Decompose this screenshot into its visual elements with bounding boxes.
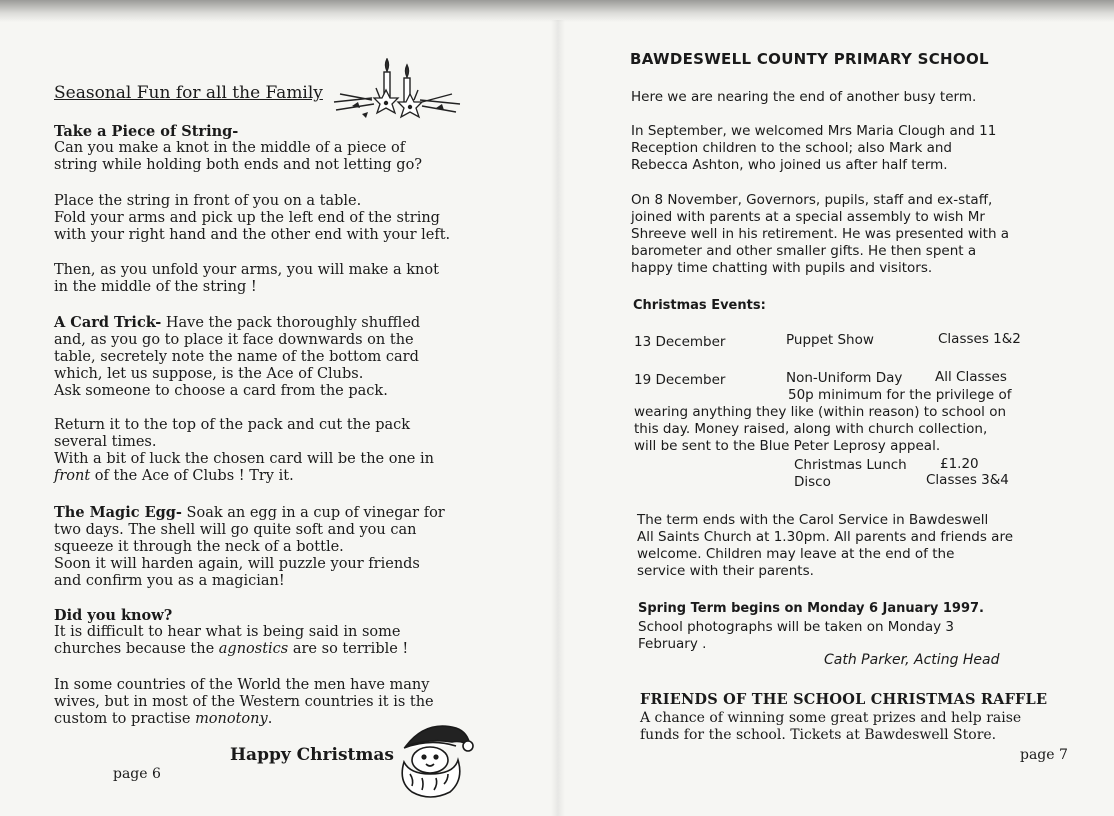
text-line: Fold your arms and pick up the left end of the string (54, 210, 440, 226)
text-line: Ask someone to choose a card from the pack. (54, 383, 388, 399)
text-line: two days. The shell will go quite soft and you can (54, 522, 417, 538)
christmas-events-heading: Christmas Events: (633, 298, 766, 313)
intro-paragraph (631, 89, 1061, 106)
event-classes: Classes 1&2 (938, 331, 1021, 347)
non-uniform-paragraph (634, 404, 1064, 455)
event-name: Disco (794, 474, 831, 490)
text-line: In some countries of the World the men have many (54, 677, 430, 693)
text-line: and, as you go to place it face downwards on the (54, 332, 414, 348)
text-line: On 8 November, Governors, pupils, staff and ex-staff, (631, 192, 993, 208)
text-span: Have the pack thoroughly shuffled (161, 315, 421, 331)
text-line: In September, we welcomed Mrs Maria Clough and 11 (631, 123, 997, 139)
scan-edge (0, 0, 1114, 22)
event-name: Non-Uniform Day (786, 370, 903, 386)
text-line: Rebecca Ashton, who joined us after half term. (631, 157, 948, 173)
text-span: . (267, 711, 273, 727)
text-line: Can you make a knot in the middle of a piece of (54, 140, 406, 156)
text-line: will be sent to the Blue Peter Leprosy appeal. (634, 438, 941, 454)
event-classes: All Classes (935, 369, 1007, 385)
text-line: with your right hand and the other end with your left. (54, 227, 451, 243)
spring-term-paragraph (638, 619, 1068, 653)
event-date: 13 December (634, 334, 726, 350)
text-line: happy time chatting with pupils and visitors. (631, 260, 933, 276)
text-line: which, let us suppose, is the Ace of Clubs. (54, 366, 364, 382)
magic-egg-heading: The Magic Egg- (54, 504, 182, 521)
text-em: monotony (195, 711, 268, 727)
text-line: service with their parents. (637, 563, 814, 579)
event-name: Christmas Lunch (794, 457, 907, 473)
text-line: Place the string in front of you on a table. (54, 193, 362, 209)
candles-holly-icon (332, 58, 462, 130)
text-line: wives, but in most of the Western countries it is the (54, 694, 434, 710)
text-line: Soon it will harden again, will puzzle your friends (54, 556, 420, 572)
page-number-right: page 7 (1020, 747, 1068, 763)
text-line: funds for the school. Tickets at Bawdeswell Store. (640, 727, 997, 743)
page-number-left: page 6 (113, 766, 161, 782)
text-em: agnostics (218, 641, 289, 657)
raffle-heading: FRIENDS OF THE SCHOOL CHRISTMAS RAFFLE (640, 691, 1048, 708)
text-span: Soak an egg in a cup of vinegar for (181, 505, 445, 521)
text-line: School photographs will be taken on Monday 3 (638, 619, 954, 635)
text-line: joined with parents at a special assembly to wish Mr (631, 209, 985, 225)
text-span: are so terrible ! (288, 641, 409, 657)
text-line: welcome. Children may leave at the end of the (637, 546, 955, 562)
text-line: several times. (54, 434, 157, 450)
text-line: string while holding both ends and not letting go? (54, 157, 423, 173)
november-paragraph (631, 192, 1061, 277)
string-heading: Take a Piece of String- (54, 123, 239, 140)
event-price: £1.20 (940, 456, 979, 472)
text-span: of the Ace of Clubs ! Try it. (90, 468, 294, 484)
signature: Cath Parker, Acting Head (824, 652, 1000, 668)
text-line: Then, as you unfold your arms, you will make a knot (54, 262, 439, 278)
santa-claus-icon (396, 716, 476, 800)
text-line: With a bit of luck the chosen card will be the one in (54, 451, 434, 467)
text-line: this day. Money raised, along with church collection, (634, 421, 988, 437)
card-trick-section (54, 314, 499, 400)
text-line: All Saints Church at 1.30pm. All parents and friends are (637, 529, 1014, 545)
page-fold (551, 20, 565, 816)
term-end-paragraph (637, 512, 1067, 580)
did-you-know-heading: Did you know? (54, 607, 173, 624)
school-title: BAWDESWELL COUNTY PRIMARY SCHOOL (630, 50, 989, 68)
text-span: churches because the (54, 641, 219, 657)
string-paragraph-3 (54, 262, 499, 296)
text-line: Return it to the top of the pack and cut the pack (54, 417, 411, 433)
text-em: front (54, 468, 91, 484)
text-line: Here we are nearing the end of another busy term. (631, 89, 977, 105)
card-trick-paragraph-2 (54, 417, 499, 485)
text-line: in the middle of the string ! (54, 279, 257, 295)
did-you-know-section (54, 607, 499, 658)
text-line: Shreeve well in his retirement. He was presented with a (631, 226, 1010, 242)
card-trick-heading: A Card Trick- (54, 314, 162, 331)
event-note: 50p minimum for the privilege of (788, 387, 1012, 403)
text-line: Reception children to the school; also Mark and (631, 140, 952, 156)
text-line: barometer and other smaller gifts. He then spent a (631, 243, 977, 259)
text-line: February . (638, 636, 707, 652)
event-date: 19 December (634, 372, 726, 388)
september-paragraph (631, 123, 1061, 174)
event-name: Puppet Show (786, 332, 874, 348)
text-line: wearing anything they like (within reason) to school on (634, 404, 1007, 420)
spring-term-heading: Spring Term begins on Monday 6 January 1997. (638, 601, 984, 616)
text-line: table, secretely note the name of the bottom card (54, 349, 419, 365)
text-span: custom to practise (54, 711, 196, 727)
magic-egg-section (54, 504, 499, 590)
text-line: The term ends with the Carol Service in Bawdeswell (637, 512, 989, 528)
happy-christmas-greeting: Happy Christmas (230, 745, 394, 765)
text-line: and confirm you as a magician! (54, 573, 285, 589)
text-line: A chance of winning some great prizes and help raise (640, 710, 1022, 726)
raffle-text (640, 710, 1021, 744)
event-classes: Classes 3&4 (926, 472, 1009, 488)
text-line: squeeze it through the neck of a bottle. (54, 539, 344, 555)
string-section (54, 123, 499, 174)
left-page-title: Seasonal Fun for all the Family (54, 83, 323, 103)
string-paragraph-2 (54, 193, 499, 244)
text-line: It is difficult to hear what is being said in some (54, 624, 401, 640)
